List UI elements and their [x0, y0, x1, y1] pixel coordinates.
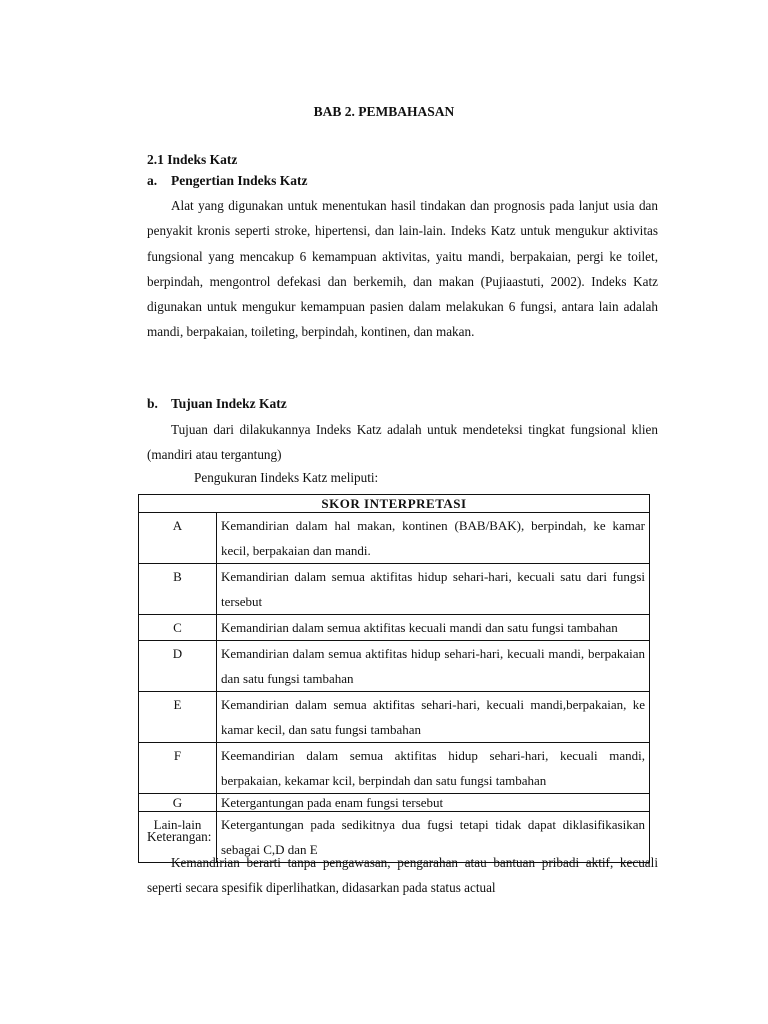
skor-interpretasi-table [138, 494, 650, 863]
paragraph-keterangan [147, 850, 658, 901]
paragraph-pengertian [147, 193, 658, 345]
paragraph-tujuan [147, 417, 658, 468]
row-description: Kemandirian dalam semua aktifitas hidup sehari-hari, kecuali mandi, berpakaian dan satu fungsi tambahan [217, 641, 650, 692]
keterangan-label: Keterangan: [147, 829, 212, 844]
row-code: Lain-lain [139, 812, 217, 863]
row-description: Ketergantungan pada enam fungsi tersebut [217, 794, 650, 812]
row-code: G [139, 794, 217, 812]
table-row [139, 615, 650, 641]
row-description: Kemandirian dalam semua aktifitas hidup sehari-hari, kecuali satu dari fungsi tersebut [217, 564, 650, 615]
subsection-b-heading [147, 396, 287, 412]
row-description: Kemandirian dalam hal makan, kontinen (BAB/BAK), berpindah, ke kamar kecil, berpakaian dan mandi. [217, 513, 650, 564]
row-code: A [139, 513, 217, 564]
paragraph-tujuan-text: Tujuan dari dilakukannya Indeks Katz adalah untuk mendeteksi tingkat fungsional klien (mandiri atau tergantung) [147, 422, 658, 463]
subsection-a-marker: a. [147, 173, 158, 188]
row-code: B [139, 564, 217, 615]
subsection-a-heading [147, 173, 308, 189]
paragraph-pengertian-text: Alat yang digunakan untuk menentukan hasil tindakan dan prognosis pada lanjut usia dan penyakit kronis seperti stroke, hipertensi, dan lain-lain. Indeks Katz untuk mengukur aktivitas fungsional yang mencakup 6 kemampuan aktivitas, yaitu mandi, berpakaian, pergi ke toilet, berpindah, mengontrol defekasi dan berkemih, dan makan (Pujiaastuti, 2002). Indeks Katz digunakan untuk mengukur kemampuan pasien dalam melakukan 6 fungsi, antara lain adalah mandi, berpakaian, toileting, berpindah, kontinen, dan makan. [147, 198, 658, 340]
section-title: 2.1 Indeks Katz [147, 152, 238, 167]
row-description: Keemandirian dalam semua aktifitas hidup sehari-hari, kecuali mandi, berpakaian, kekamar kcil, berpindah dan satu fungsi tambahan [217, 743, 650, 794]
table-row [139, 513, 650, 564]
table-header: SKOR INTERPRETASI [139, 495, 650, 513]
table-row [139, 794, 650, 812]
row-description: Kemandirian dalam semua aktifitas kecuali mandi dan satu fungsi tambahan [217, 615, 650, 641]
subsection-b-title: Tujuan Indekz Katz [171, 396, 287, 411]
row-description: Kemandirian dalam semua aktifitas sehari-hari, kecuali mandi,berpakaian, ke kamar kecil, dan satu fungsi tambahan [217, 692, 650, 743]
row-code: E [139, 692, 217, 743]
row-code: F [139, 743, 217, 794]
subsection-b-marker: b. [147, 396, 158, 411]
table-row [139, 743, 650, 794]
table-row [139, 641, 650, 692]
chapter-title: BAB 2. PEMBAHASAN [313, 104, 455, 119]
measurement-intro: Pengukuran Iindeks Katz meliputi: [194, 470, 379, 485]
table-row [139, 564, 650, 615]
row-code: C [139, 615, 217, 641]
subsection-a-title: Pengertian Indeks Katz [171, 173, 308, 188]
table-row [139, 692, 650, 743]
row-code: D [139, 641, 217, 692]
paragraph-keterangan-text: Kemandirian berarti tanpa pengawasan, pengarahan atau bantuan pribadi aktif, kecuali seperti secara spesifik diperlihatkan, didasarkan pada status actual [147, 855, 658, 896]
row-description: Ketergantungan pada sedikitnya dua fugsi tetapi tidak dapat diklasifikasikan sebagai C,D dan E [217, 812, 650, 863]
